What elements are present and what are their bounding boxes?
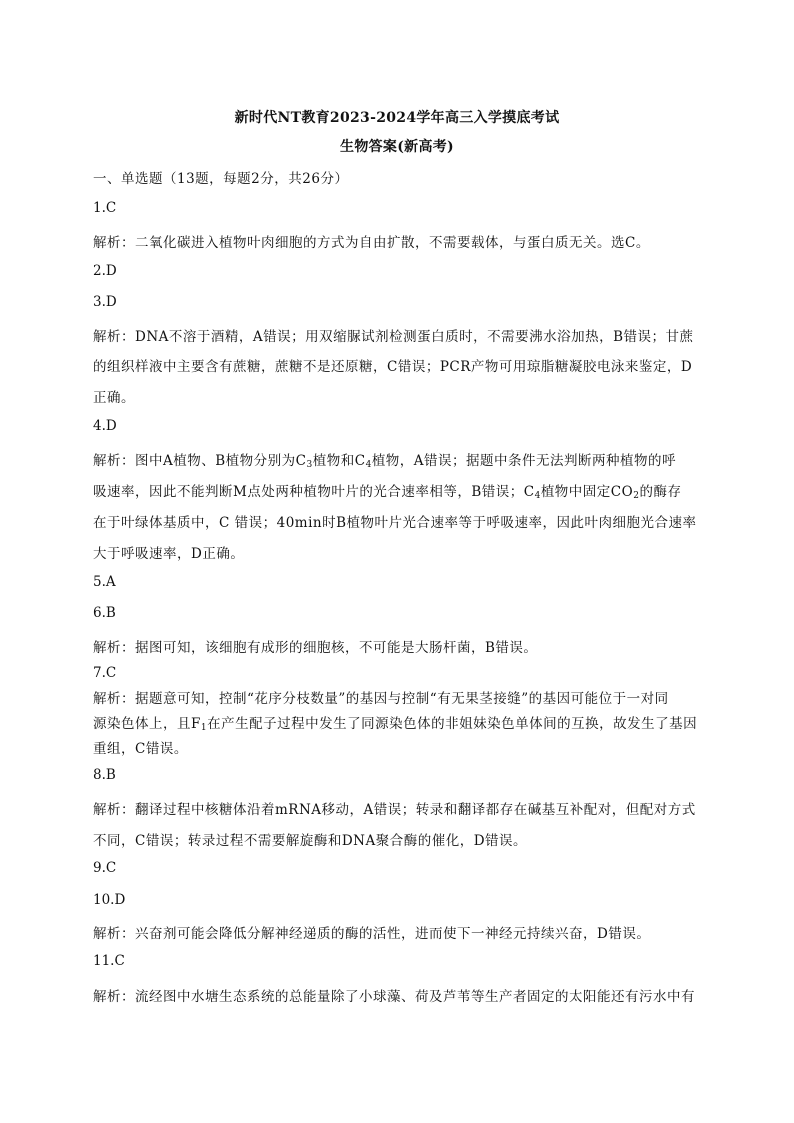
answer-4: 4.D xyxy=(93,418,117,434)
explanation-6-line-1: 解析：据图可知，该细胞有成形的细胞核，不可能是大肠杆菌，B错误。 xyxy=(93,640,538,656)
explanation-8-line-2: 不同，C错误；转录过程不需要解旋酶和DNA聚合酶的催化，D错误。 xyxy=(93,833,528,849)
answer-1: 1.C xyxy=(93,200,117,216)
explanation-7-line-2: 源染色体上，且$F_1$在产生配子过程中发生了同源染色体的非姐妹染色单体间的互换，故发生了基因 xyxy=(93,716,698,733)
explanation-7-line-1: 解析：据题意可知，控制“花序分枝数量”的基因与控制“有无果茎接缝”的基因可能位于一对同 xyxy=(93,691,669,707)
answer-7: 7.C xyxy=(93,665,117,681)
answer-9: 9.C xyxy=(93,860,117,876)
explanation-4-line-4: 大于呼吸速率，D正确。 xyxy=(93,546,245,562)
explanation-11-line-1: 解析：流经图中水塘生态系统的总能量除了小球藻、荷及芦苇等生产者固定的太阳能还有污水中有 xyxy=(93,989,695,1005)
section-heading: 一、单选题（13题，每题2分，共26分） xyxy=(93,171,349,187)
page-title: 新时代NT教育2023-2024学年高三入学摸底考试 xyxy=(234,110,560,126)
explanation-3-line-2: 的组织样液中主要含有蔗糖，蔗糖不是还原糖，C错误；PCR产物可用琼脂糖凝胶电泳来鉴定，D xyxy=(93,359,693,375)
explanation-3-line-3: 正确。 xyxy=(93,390,135,406)
answer-11: 11.C xyxy=(93,953,125,969)
explanation-3-line-1: 解析：DNA不溶于酒精，A错误；用双缩脲试剂检测蛋白质时，不需要沸水浴加热，B错误；甘蔗 xyxy=(93,329,694,345)
explanation-1-line-1: 解析：二氧化碳进入植物叶肉细胞的方式为自由扩散，不需要载体，与蛋白质无关。选C。 xyxy=(93,235,650,251)
answer-6: 6.B xyxy=(93,605,116,621)
explanation-4-line-2: 吸速率，因此不能判断M点处两种植物叶片的光合速率相等，B错误；$C_4$植物中固定$CO_2$的酶存 xyxy=(93,484,682,501)
page-subtitle: 生物答案(新高考) xyxy=(340,139,454,155)
explanation-8-line-1: 解析：翻译过程中核糖体沿着mRNA移动，A错误；转录和翻译都存在碱基互补配对，但配对方式 xyxy=(93,802,696,818)
answer-2: 2.D xyxy=(93,263,117,279)
answer-10: 10.D xyxy=(93,892,126,908)
answer-3: 3.D xyxy=(93,294,117,310)
answer-5: 5.A xyxy=(93,574,116,590)
explanation-4-line-1: 解析：图中A植物、B植物分别为$C_3$植物和$C_4$植物，A错误；据题中条件无法判断两种植物的呼 xyxy=(93,453,677,470)
explanation-4-line-3: 在于叶绿体基质中，C 错误；40min时B植物叶片光合速率等于呼吸速率，因此叶肉细胞光合速率 xyxy=(93,515,697,531)
explanation-7-line-3: 重组，C错误。 xyxy=(93,741,188,757)
answer-8: 8.B xyxy=(93,767,116,783)
explanation-10-line-1: 解析：兴奋剂可能会降低分解神经递质的酶的活性，进而使下一神经元持续兴奋，D错误。 xyxy=(93,926,651,942)
